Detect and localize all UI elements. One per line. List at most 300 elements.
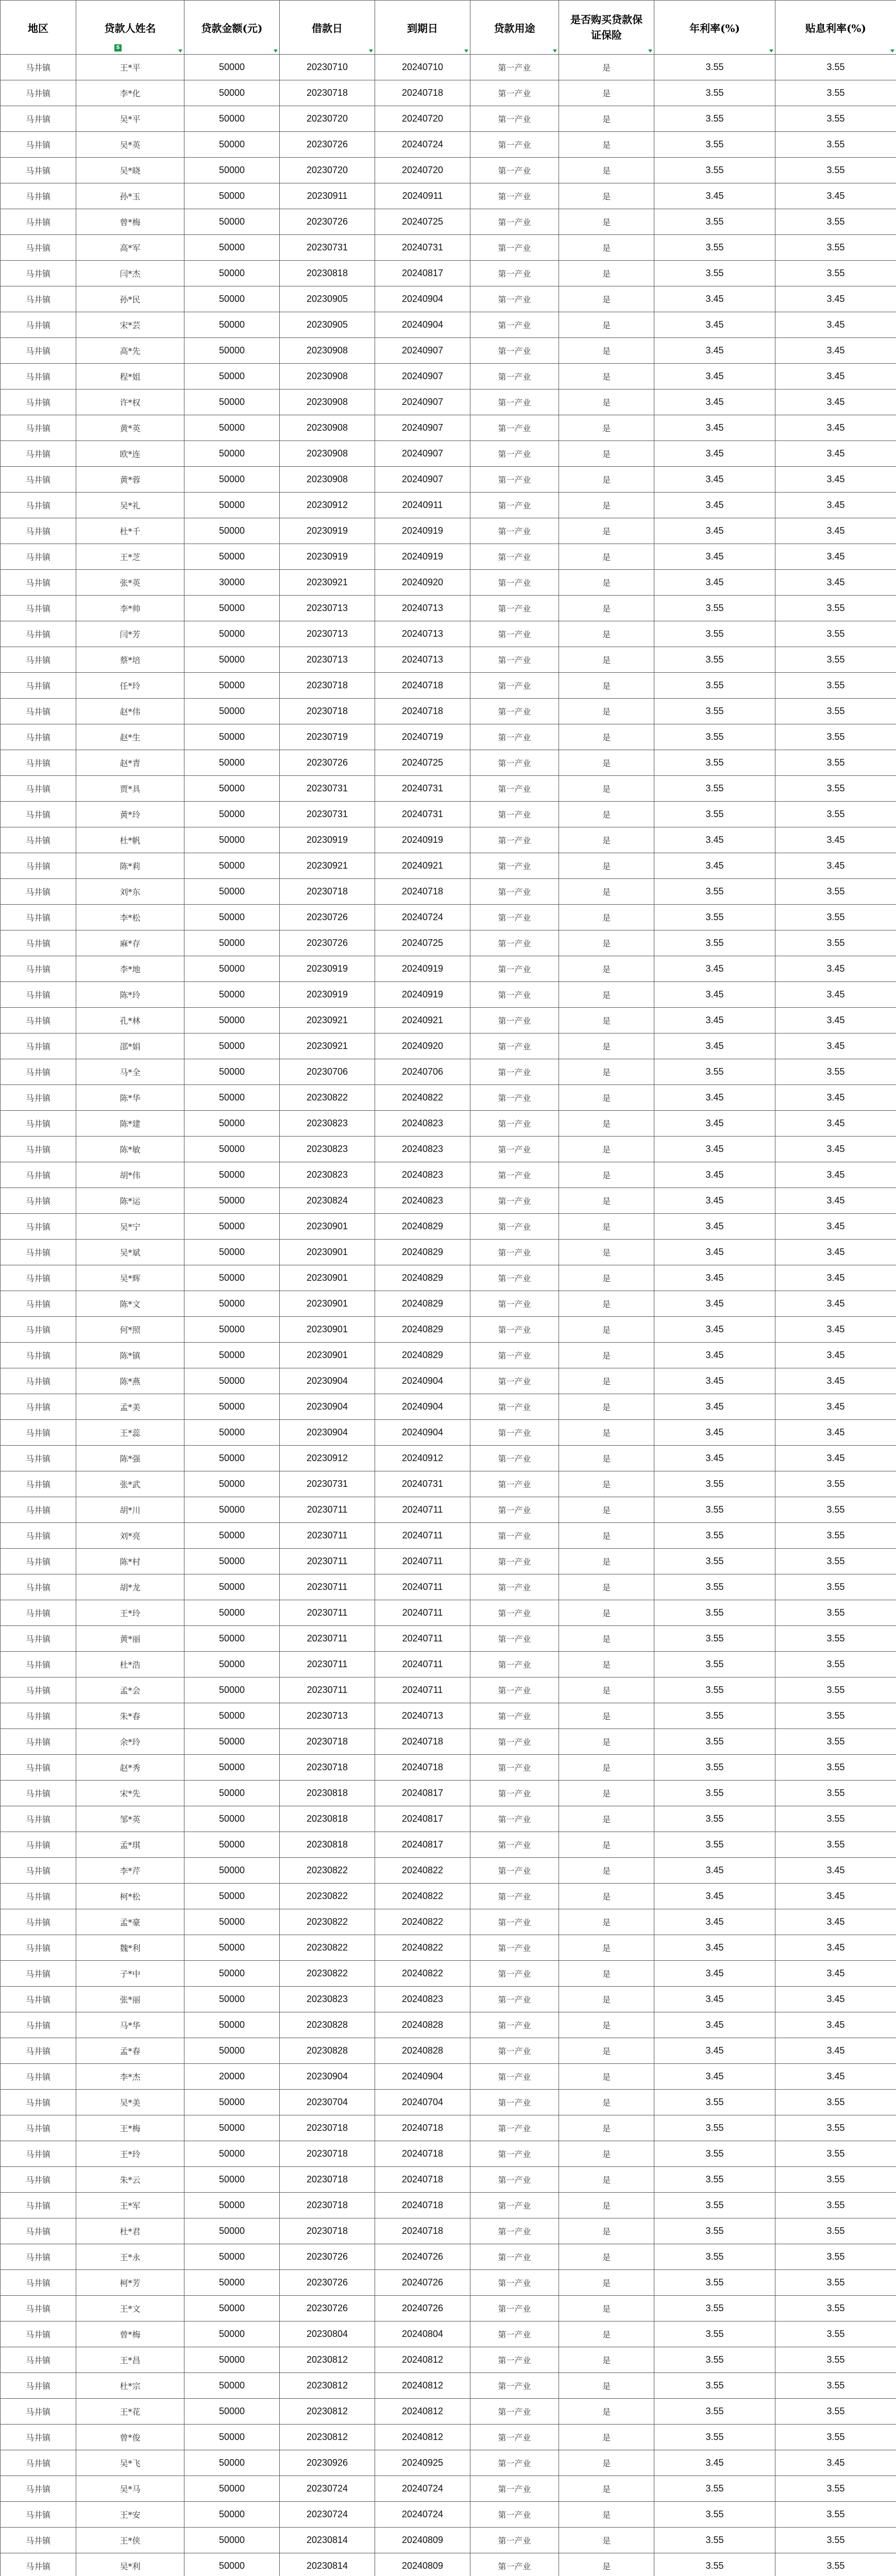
amount-cell[interactable]: 50000	[184, 1085, 280, 1111]
annual-rate-cell[interactable]: 3.55	[654, 2502, 775, 2528]
insurance-cell[interactable]: 是	[559, 1806, 654, 1832]
loan-date-cell[interactable]: 20230814	[280, 2553, 375, 2576]
annual-rate-cell[interactable]: 3.55	[654, 905, 775, 930]
borrower-cell[interactable]: 马*全	[76, 1059, 184, 1085]
region-cell[interactable]: 马井镇	[1, 2038, 76, 2064]
loan-date-cell[interactable]: 20230710	[280, 55, 375, 80]
insurance-cell[interactable]: 是	[559, 441, 654, 467]
insurance-cell[interactable]: 是	[559, 1987, 654, 2012]
amount-cell[interactable]: 50000	[184, 750, 280, 776]
loan-date-cell[interactable]: 20230711	[280, 1497, 375, 1523]
due-date-cell[interactable]: 20240921	[375, 853, 470, 879]
borrower-cell[interactable]: 赵*生	[76, 724, 184, 750]
due-date-cell[interactable]: 20240724	[375, 132, 470, 158]
amount-cell[interactable]: 50000	[184, 2528, 280, 2553]
due-date-cell[interactable]: 20240823	[375, 1188, 470, 1214]
annual-rate-cell[interactable]: 3.55	[654, 1677, 775, 1703]
region-cell[interactable]: 马井镇	[1, 1755, 76, 1781]
amount-cell[interactable]: 50000	[184, 338, 280, 364]
borrower-cell[interactable]: 吴*辉	[76, 1265, 184, 1291]
purpose-cell[interactable]: 第一产业	[470, 2270, 559, 2296]
purpose-cell[interactable]: 第一产业	[470, 1162, 559, 1188]
subsidy-rate-cell[interactable]: 3.55	[775, 235, 896, 261]
purpose-cell[interactable]: 第一产业	[470, 2528, 559, 2553]
borrower-cell[interactable]: 吴*利	[76, 2553, 184, 2576]
purpose-cell[interactable]: 第一产业	[470, 2193, 559, 2218]
region-cell[interactable]: 马井镇	[1, 776, 76, 802]
insurance-cell[interactable]: 是	[559, 621, 654, 647]
borrower-cell[interactable]: 曾*俊	[76, 2425, 184, 2450]
insurance-cell[interactable]: 是	[559, 389, 654, 415]
annual-rate-cell[interactable]: 3.45	[654, 1162, 775, 1188]
subsidy-rate-cell[interactable]: 3.55	[775, 776, 896, 802]
borrower-cell[interactable]: 吴*礼	[76, 493, 184, 518]
borrower-cell[interactable]: 闫*杰	[76, 261, 184, 286]
annual-rate-cell[interactable]: 3.55	[654, 2347, 775, 2373]
subsidy-rate-cell[interactable]: 3.45	[775, 1858, 896, 1884]
insurance-cell[interactable]: 是	[559, 338, 654, 364]
borrower-cell[interactable]: 杜*君	[76, 2218, 184, 2244]
amount-cell[interactable]: 50000	[184, 802, 280, 827]
column-header-loan-date[interactable]	[280, 1, 375, 55]
region-cell[interactable]: 马井镇	[1, 1471, 76, 1497]
subsidy-rate-cell[interactable]: 3.55	[775, 1059, 896, 1085]
annual-rate-cell[interactable]: 3.45	[654, 2064, 775, 2090]
purpose-cell[interactable]: 第一产业	[470, 1832, 559, 1858]
borrower-cell[interactable]: 胡*川	[76, 1497, 184, 1523]
due-date-cell[interactable]: 20240919	[375, 982, 470, 1008]
region-cell[interactable]: 马井镇	[1, 1240, 76, 1265]
due-date-cell[interactable]: 20240718	[375, 2115, 470, 2141]
annual-rate-cell[interactable]: 3.55	[654, 1626, 775, 1652]
purpose-cell[interactable]: 第一产业	[470, 956, 559, 982]
borrower-cell[interactable]: 陈*文	[76, 1291, 184, 1317]
subsidy-rate-cell[interactable]: 3.55	[775, 2296, 896, 2321]
purpose-cell[interactable]: 第一产业	[470, 1729, 559, 1755]
subsidy-rate-cell[interactable]: 3.45	[775, 827, 896, 853]
insurance-cell[interactable]: 是	[559, 183, 654, 209]
loan-date-cell[interactable]: 20230822	[280, 1935, 375, 1961]
annual-rate-cell[interactable]: 3.55	[654, 750, 775, 776]
loan-date-cell[interactable]: 20230720	[280, 158, 375, 183]
amount-cell[interactable]: 50000	[184, 2038, 280, 2064]
annual-rate-cell[interactable]: 3.45	[654, 1188, 775, 1214]
subsidy-rate-cell[interactable]: 3.45	[775, 853, 896, 879]
region-cell[interactable]: 马井镇	[1, 1549, 76, 1574]
borrower-cell[interactable]: 柯*芳	[76, 2270, 184, 2296]
loan-date-cell[interactable]: 20230711	[280, 1600, 375, 1626]
subsidy-rate-cell[interactable]: 3.45	[775, 467, 896, 493]
region-cell[interactable]: 马井镇	[1, 1291, 76, 1317]
annual-rate-cell[interactable]: 3.55	[654, 621, 775, 647]
amount-cell[interactable]: 50000	[184, 2347, 280, 2373]
purpose-cell[interactable]: 第一产业	[470, 1677, 559, 1703]
loan-date-cell[interactable]: 20230718	[280, 2193, 375, 2218]
insurance-cell[interactable]: 是	[559, 518, 654, 544]
column-header-purpose[interactable]	[470, 1, 559, 55]
annual-rate-cell[interactable]: 3.45	[654, 1961, 775, 1987]
loan-date-cell[interactable]: 20230812	[280, 2399, 375, 2425]
loan-date-cell[interactable]: 20230908	[280, 389, 375, 415]
annual-rate-cell[interactable]: 3.55	[654, 1600, 775, 1626]
insurance-cell[interactable]: 是	[559, 261, 654, 286]
annual-rate-cell[interactable]: 3.45	[654, 1085, 775, 1111]
amount-cell[interactable]: 50000	[184, 2270, 280, 2296]
borrower-cell[interactable]: 孔*林	[76, 1008, 184, 1033]
region-cell[interactable]: 马井镇	[1, 2064, 76, 2090]
subsidy-rate-cell[interactable]: 3.55	[775, 2090, 896, 2115]
annual-rate-cell[interactable]: 3.45	[654, 441, 775, 467]
purpose-cell[interactable]: 第一产业	[470, 1368, 559, 1394]
subsidy-rate-cell[interactable]: 3.55	[775, 1755, 896, 1781]
subsidy-rate-cell[interactable]: 3.45	[775, 1935, 896, 1961]
purpose-cell[interactable]: 第一产业	[470, 1755, 559, 1781]
subsidy-rate-cell[interactable]: 3.55	[775, 1652, 896, 1677]
insurance-cell[interactable]: 是	[559, 827, 654, 853]
loan-date-cell[interactable]: 20230731	[280, 776, 375, 802]
annual-rate-cell[interactable]: 3.45	[654, 1858, 775, 1884]
insurance-cell[interactable]: 是	[559, 1574, 654, 1600]
insurance-cell[interactable]: 是	[559, 2141, 654, 2167]
loan-date-cell[interactable]: 20230812	[280, 2347, 375, 2373]
loan-date-cell[interactable]: 20230919	[280, 518, 375, 544]
region-cell[interactable]: 马井镇	[1, 1600, 76, 1626]
subsidy-rate-cell[interactable]: 3.55	[775, 209, 896, 235]
annual-rate-cell[interactable]: 3.55	[654, 1523, 775, 1549]
borrower-cell[interactable]: 杜*宗	[76, 2373, 184, 2399]
filter-active-icon[interactable]: S	[114, 44, 122, 52]
region-cell[interactable]: 马井镇	[1, 853, 76, 879]
region-cell[interactable]: 马井镇	[1, 596, 76, 621]
insurance-cell[interactable]: 是	[559, 1317, 654, 1343]
loan-date-cell[interactable]: 20230726	[280, 2244, 375, 2270]
due-date-cell[interactable]: 20240713	[375, 596, 470, 621]
column-header-subsidy-rate[interactable]	[775, 1, 896, 55]
due-date-cell[interactable]: 20240919	[375, 544, 470, 570]
region-cell[interactable]: 马井镇	[1, 1858, 76, 1884]
insurance-cell[interactable]: 是	[559, 1033, 654, 1059]
amount-cell[interactable]: 50000	[184, 724, 280, 750]
borrower-cell[interactable]: 蔡*培	[76, 647, 184, 673]
purpose-cell[interactable]: 第一产业	[470, 2167, 559, 2193]
subsidy-rate-cell[interactable]: 3.45	[775, 1291, 896, 1317]
purpose-cell[interactable]: 第一产业	[470, 570, 559, 596]
loan-date-cell[interactable]: 20230818	[280, 1832, 375, 1858]
insurance-cell[interactable]: 是	[559, 2425, 654, 2450]
insurance-cell[interactable]: 是	[559, 2373, 654, 2399]
due-date-cell[interactable]: 20240718	[375, 879, 470, 905]
insurance-cell[interactable]: 是	[559, 2218, 654, 2244]
region-cell[interactable]: 马井镇	[1, 1961, 76, 1987]
due-date-cell[interactable]: 20240823	[375, 1137, 470, 1162]
region-cell[interactable]: 马井镇	[1, 827, 76, 853]
region-cell[interactable]: 马井镇	[1, 1729, 76, 1755]
region-cell[interactable]: 马井镇	[1, 1832, 76, 1858]
annual-rate-cell[interactable]: 3.45	[654, 827, 775, 853]
due-date-cell[interactable]: 20240812	[375, 2425, 470, 2450]
purpose-cell[interactable]: 第一产业	[470, 467, 559, 493]
borrower-cell[interactable]: 杜*千	[76, 518, 184, 544]
insurance-cell[interactable]: 是	[559, 1935, 654, 1961]
insurance-cell[interactable]: 是	[559, 699, 654, 724]
region-cell[interactable]: 马井镇	[1, 930, 76, 956]
due-date-cell[interactable]: 20240713	[375, 647, 470, 673]
amount-cell[interactable]: 50000	[184, 209, 280, 235]
purpose-cell[interactable]: 第一产业	[470, 802, 559, 827]
borrower-cell[interactable]: 陈*建	[76, 1111, 184, 1137]
annual-rate-cell[interactable]: 3.55	[654, 724, 775, 750]
annual-rate-cell[interactable]: 3.45	[654, 286, 775, 312]
column-header-amount[interactable]	[184, 1, 280, 55]
filter-dropdown-icon[interactable]	[769, 49, 773, 53]
purpose-cell[interactable]: 第一产业	[470, 286, 559, 312]
loan-date-cell[interactable]: 20230828	[280, 2012, 375, 2038]
amount-cell[interactable]: 50000	[184, 1677, 280, 1703]
loan-date-cell[interactable]: 20230921	[280, 1008, 375, 1033]
borrower-cell[interactable]: 贾*具	[76, 776, 184, 802]
region-cell[interactable]: 马井镇	[1, 467, 76, 493]
region-cell[interactable]: 马井镇	[1, 544, 76, 570]
region-cell[interactable]: 马井镇	[1, 2296, 76, 2321]
loan-date-cell[interactable]: 20230822	[280, 1909, 375, 1935]
borrower-cell[interactable]: 吴*飞	[76, 2450, 184, 2476]
borrower-cell[interactable]: 李*地	[76, 956, 184, 982]
subsidy-rate-cell[interactable]: 3.45	[775, 2450, 896, 2476]
purpose-cell[interactable]: 第一产业	[470, 2115, 559, 2141]
purpose-cell[interactable]: 第一产业	[470, 2218, 559, 2244]
region-cell[interactable]: 马井镇	[1, 1059, 76, 1085]
due-date-cell[interactable]: 20240829	[375, 1265, 470, 1291]
borrower-cell[interactable]: 孟*美	[76, 1394, 184, 1420]
purpose-cell[interactable]: 第一产业	[470, 312, 559, 338]
annual-rate-cell[interactable]: 3.55	[654, 1471, 775, 1497]
borrower-cell[interactable]: 王*蕊	[76, 1420, 184, 1446]
loan-date-cell[interactable]: 20230726	[280, 132, 375, 158]
region-cell[interactable]: 马井镇	[1, 2476, 76, 2502]
region-cell[interactable]: 马井镇	[1, 1214, 76, 1240]
annual-rate-cell[interactable]: 3.55	[654, 1059, 775, 1085]
purpose-cell[interactable]: 第一产业	[470, 441, 559, 467]
region-cell[interactable]: 马井镇	[1, 802, 76, 827]
annual-rate-cell[interactable]: 3.45	[654, 570, 775, 596]
insurance-cell[interactable]: 是	[559, 80, 654, 106]
insurance-cell[interactable]: 是	[559, 1059, 654, 1085]
amount-cell[interactable]: 50000	[184, 80, 280, 106]
loan-date-cell[interactable]: 20230814	[280, 2528, 375, 2553]
subsidy-rate-cell[interactable]: 3.45	[775, 544, 896, 570]
borrower-cell[interactable]: 张*英	[76, 570, 184, 596]
borrower-cell[interactable]: 孟*琪	[76, 1832, 184, 1858]
borrower-cell[interactable]: 宋*芸	[76, 312, 184, 338]
subsidy-rate-cell[interactable]: 3.45	[775, 2038, 896, 2064]
amount-cell[interactable]: 50000	[184, 389, 280, 415]
loan-date-cell[interactable]: 20230711	[280, 1549, 375, 1574]
subsidy-rate-cell[interactable]: 3.45	[775, 1961, 896, 1987]
loan-date-cell[interactable]: 20230731	[280, 235, 375, 261]
annual-rate-cell[interactable]: 3.45	[654, 364, 775, 389]
region-cell[interactable]: 马井镇	[1, 1162, 76, 1188]
region-cell[interactable]: 马井镇	[1, 55, 76, 80]
insurance-cell[interactable]: 是	[559, 673, 654, 699]
loan-date-cell[interactable]: 20230711	[280, 1523, 375, 1549]
borrower-cell[interactable]: 吴*英	[76, 132, 184, 158]
region-cell[interactable]: 马井镇	[1, 2193, 76, 2218]
region-cell[interactable]: 马井镇	[1, 1909, 76, 1935]
region-cell[interactable]: 马井镇	[1, 132, 76, 158]
purpose-cell[interactable]: 第一产业	[470, 1059, 559, 1085]
amount-cell[interactable]: 50000	[184, 1729, 280, 1755]
loan-date-cell[interactable]: 20230919	[280, 827, 375, 853]
region-cell[interactable]: 马井镇	[1, 1265, 76, 1291]
subsidy-rate-cell[interactable]: 3.45	[775, 1265, 896, 1291]
due-date-cell[interactable]: 20240720	[375, 158, 470, 183]
subsidy-rate-cell[interactable]: 3.45	[775, 338, 896, 364]
annual-rate-cell[interactable]: 3.45	[654, 1420, 775, 1446]
purpose-cell[interactable]: 第一产业	[470, 235, 559, 261]
purpose-cell[interactable]: 第一产业	[470, 2425, 559, 2450]
annual-rate-cell[interactable]: 3.55	[654, 1729, 775, 1755]
due-date-cell[interactable]: 20240823	[375, 1987, 470, 2012]
region-cell[interactable]: 马井镇	[1, 1317, 76, 1343]
annual-rate-cell[interactable]: 3.45	[654, 1343, 775, 1368]
region-cell[interactable]: 马井镇	[1, 1368, 76, 1394]
due-date-cell[interactable]: 20240725	[375, 750, 470, 776]
insurance-cell[interactable]: 是	[559, 209, 654, 235]
annual-rate-cell[interactable]: 3.45	[654, 1214, 775, 1240]
borrower-cell[interactable]: 王*玲	[76, 2141, 184, 2167]
insurance-cell[interactable]: 是	[559, 2321, 654, 2347]
loan-date-cell[interactable]: 20230901	[280, 1240, 375, 1265]
amount-cell[interactable]: 50000	[184, 518, 280, 544]
insurance-cell[interactable]: 是	[559, 1420, 654, 1446]
amount-cell[interactable]: 50000	[184, 286, 280, 312]
subsidy-rate-cell[interactable]: 3.55	[775, 2218, 896, 2244]
column-header-annual-rate[interactable]	[654, 1, 775, 55]
amount-cell[interactable]: 50000	[184, 699, 280, 724]
amount-cell[interactable]: 50000	[184, 776, 280, 802]
purpose-cell[interactable]: 第一产业	[470, 1935, 559, 1961]
region-cell[interactable]: 马井镇	[1, 209, 76, 235]
insurance-cell[interactable]: 是	[559, 1626, 654, 1652]
amount-cell[interactable]: 50000	[184, 853, 280, 879]
borrower-cell[interactable]: 张*武	[76, 1471, 184, 1497]
purpose-cell[interactable]: 第一产业	[470, 750, 559, 776]
annual-rate-cell[interactable]: 3.55	[654, 2115, 775, 2141]
annual-rate-cell[interactable]: 3.45	[654, 389, 775, 415]
purpose-cell[interactable]: 第一产业	[470, 2090, 559, 2115]
insurance-cell[interactable]: 是	[559, 1884, 654, 1909]
amount-cell[interactable]: 50000	[184, 441, 280, 467]
annual-rate-cell[interactable]: 3.45	[654, 1368, 775, 1394]
amount-cell[interactable]: 50000	[184, 1703, 280, 1729]
borrower-cell[interactable]: 刘*东	[76, 879, 184, 905]
amount-cell[interactable]: 50000	[184, 1317, 280, 1343]
borrower-cell[interactable]: 黄*英	[76, 415, 184, 441]
borrower-cell[interactable]: 张*丽	[76, 1987, 184, 2012]
subsidy-rate-cell[interactable]: 3.55	[775, 2373, 896, 2399]
due-date-cell[interactable]: 20240911	[375, 493, 470, 518]
borrower-cell[interactable]: 陈*村	[76, 1549, 184, 1574]
borrower-cell[interactable]: 闫*芳	[76, 621, 184, 647]
purpose-cell[interactable]: 第一产业	[470, 2347, 559, 2373]
purpose-cell[interactable]: 第一产业	[470, 724, 559, 750]
purpose-cell[interactable]: 第一产业	[470, 1884, 559, 1909]
borrower-cell[interactable]: 孙*玉	[76, 183, 184, 209]
loan-date-cell[interactable]: 20230713	[280, 596, 375, 621]
purpose-cell[interactable]: 第一产业	[470, 1085, 559, 1111]
borrower-cell[interactable]: 王*昌	[76, 2347, 184, 2373]
insurance-cell[interactable]: 是	[559, 1085, 654, 1111]
annual-rate-cell[interactable]: 3.45	[654, 1935, 775, 1961]
amount-cell[interactable]: 50000	[184, 1446, 280, 1471]
purpose-cell[interactable]: 第一产业	[470, 2038, 559, 2064]
insurance-cell[interactable]: 是	[559, 55, 654, 80]
due-date-cell[interactable]: 20240731	[375, 1471, 470, 1497]
subsidy-rate-cell[interactable]: 3.45	[775, 1085, 896, 1111]
amount-cell[interactable]: 50000	[184, 1626, 280, 1652]
insurance-cell[interactable]: 是	[559, 364, 654, 389]
amount-cell[interactable]: 50000	[184, 2450, 280, 2476]
annual-rate-cell[interactable]: 3.45	[654, 1033, 775, 1059]
region-cell[interactable]: 马井镇	[1, 699, 76, 724]
annual-rate-cell[interactable]: 3.55	[654, 2528, 775, 2553]
loan-date-cell[interactable]: 20230719	[280, 724, 375, 750]
borrower-cell[interactable]: 胡*伟	[76, 1162, 184, 1188]
amount-cell[interactable]: 50000	[184, 493, 280, 518]
region-cell[interactable]: 马井镇	[1, 235, 76, 261]
region-cell[interactable]: 马井镇	[1, 1781, 76, 1806]
insurance-cell[interactable]: 是	[559, 1600, 654, 1626]
due-date-cell[interactable]: 20240919	[375, 518, 470, 544]
annual-rate-cell[interactable]: 3.45	[654, 544, 775, 570]
borrower-cell[interactable]: 陈*玲	[76, 982, 184, 1008]
annual-rate-cell[interactable]: 3.55	[654, 2321, 775, 2347]
region-cell[interactable]: 马井镇	[1, 673, 76, 699]
insurance-cell[interactable]: 是	[559, 106, 654, 132]
due-date-cell[interactable]: 20240823	[375, 1162, 470, 1188]
region-cell[interactable]: 马井镇	[1, 493, 76, 518]
purpose-cell[interactable]: 第一产业	[470, 1291, 559, 1317]
insurance-cell[interactable]: 是	[559, 2115, 654, 2141]
amount-cell[interactable]: 50000	[184, 183, 280, 209]
due-date-cell[interactable]: 20240904	[375, 1420, 470, 1446]
insurance-cell[interactable]: 是	[559, 1755, 654, 1781]
purpose-cell[interactable]: 第一产业	[470, 2321, 559, 2347]
amount-cell[interactable]: 50000	[184, 1755, 280, 1781]
region-cell[interactable]: 马井镇	[1, 956, 76, 982]
subsidy-rate-cell[interactable]: 3.55	[775, 905, 896, 930]
subsidy-rate-cell[interactable]: 3.55	[775, 2115, 896, 2141]
insurance-cell[interactable]: 是	[559, 1677, 654, 1703]
borrower-cell[interactable]: 陈*强	[76, 1446, 184, 1471]
borrower-cell[interactable]: 高*先	[76, 338, 184, 364]
purpose-cell[interactable]: 第一产业	[470, 1858, 559, 1884]
annual-rate-cell[interactable]: 3.55	[654, 1497, 775, 1523]
annual-rate-cell[interactable]: 3.55	[654, 80, 775, 106]
subsidy-rate-cell[interactable]: 3.55	[775, 2476, 896, 2502]
region-cell[interactable]: 马井镇	[1, 621, 76, 647]
insurance-cell[interactable]: 是	[559, 1909, 654, 1935]
amount-cell[interactable]: 50000	[184, 827, 280, 853]
insurance-cell[interactable]: 是	[559, 2012, 654, 2038]
borrower-cell[interactable]: 欧*连	[76, 441, 184, 467]
borrower-cell[interactable]: 杜*浩	[76, 1652, 184, 1677]
due-date-cell[interactable]: 20240920	[375, 570, 470, 596]
region-cell[interactable]: 马井镇	[1, 2012, 76, 2038]
annual-rate-cell[interactable]: 3.55	[654, 1549, 775, 1574]
region-cell[interactable]: 马井镇	[1, 183, 76, 209]
purpose-cell[interactable]: 第一产业	[470, 1523, 559, 1549]
